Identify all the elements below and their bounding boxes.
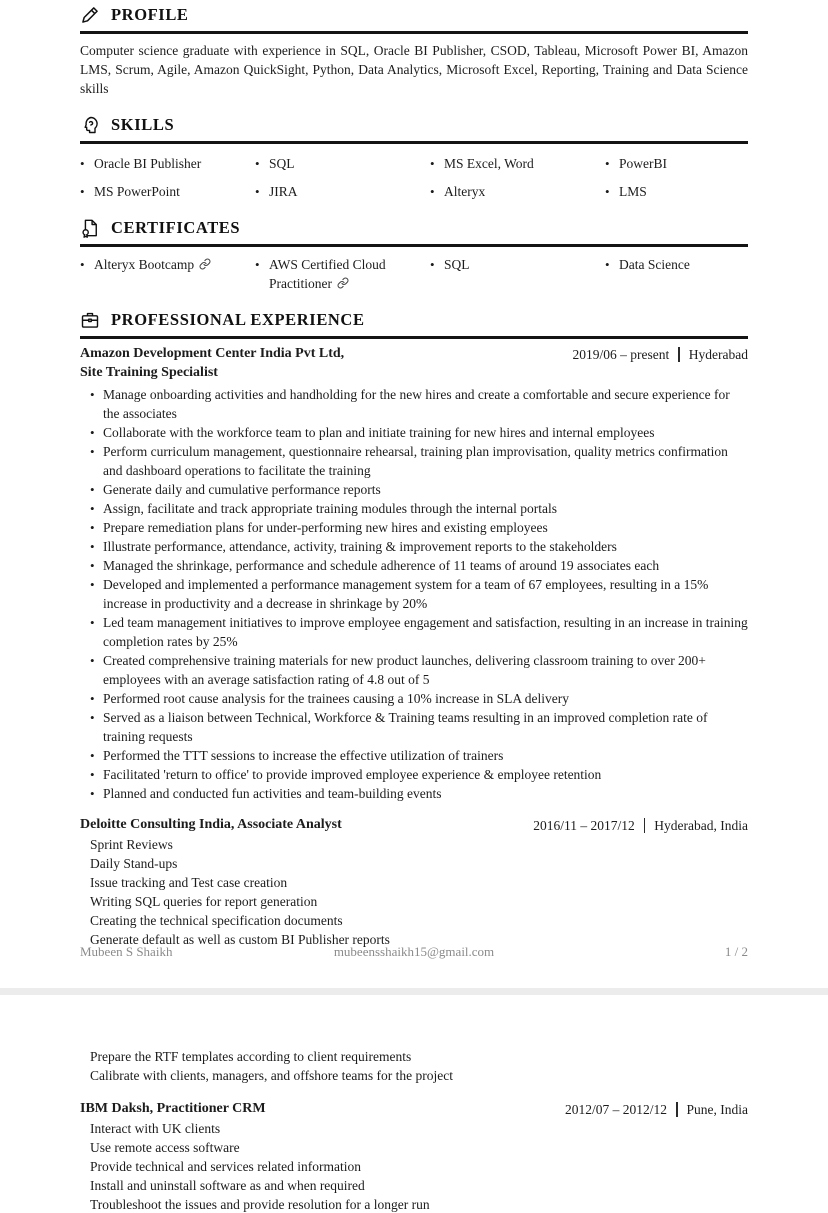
job-ibm-company: IBM Daksh, Practitioner CRM xyxy=(80,1101,266,1116)
bullet-icon: • xyxy=(80,156,85,171)
job-amazon-role: Site Training Specialist xyxy=(80,365,218,380)
job-amazon-header xyxy=(80,344,748,382)
certificate-icon xyxy=(80,218,100,238)
skill-item xyxy=(430,154,605,173)
skills-section-header xyxy=(80,114,748,144)
job-amazon-company: Amazon Development Center India Pvt Ltd, xyxy=(80,346,345,361)
bullet-icon: • xyxy=(90,387,95,402)
bullet-icon: • xyxy=(430,257,435,272)
bullet-icon: • xyxy=(90,748,95,763)
section-skills xyxy=(80,114,748,201)
skill-item xyxy=(255,154,430,173)
bullet-icon: • xyxy=(90,691,95,706)
certificate-item xyxy=(80,255,255,293)
separator-bar xyxy=(676,1102,678,1117)
experience-bullet xyxy=(80,499,748,518)
section-profile xyxy=(80,4,748,98)
bullet-icon: • xyxy=(90,786,95,801)
job-deloitte-company: Deloitte Consulting India, Associate Analyst xyxy=(80,817,342,832)
bullet-icon: • xyxy=(430,184,435,199)
skill-item xyxy=(255,182,430,201)
skills-section-title: SKILLS xyxy=(111,115,175,134)
experience-bullet xyxy=(80,784,748,803)
experience-line: Provide technical and services related information xyxy=(90,1158,362,1174)
experience-bullet xyxy=(80,575,748,613)
experience-bullet xyxy=(80,689,748,708)
job-amazon-location: Hyderabad xyxy=(688,346,748,362)
bullet-text: Planned and conducted fun activities and team-building events xyxy=(103,786,442,801)
bullet-text: Facilitated 'return to office' to provide improved employee experience & employee retention xyxy=(103,767,602,782)
experience-line: Prepare the RTF templates according to client requirements xyxy=(90,1049,412,1064)
skill-label: Alteryx xyxy=(444,184,486,199)
page-separator xyxy=(0,988,828,995)
bullet-icon: • xyxy=(80,257,85,272)
experience-bullet xyxy=(80,537,748,556)
job-ibm-header xyxy=(80,1099,748,1119)
job-deloitte-dates: 2016/11 – 2017/12 xyxy=(533,817,635,833)
certificates-section-title: CERTIFICATES xyxy=(111,218,241,237)
experience-line: Creating the technical specification documents xyxy=(90,912,343,928)
footer-email: mubeensshaikh15@gmail.com xyxy=(333,944,495,959)
bullet-text: Performed root cause analysis for the trainees causing a 10% increase in SLA delivery xyxy=(103,691,569,706)
experience-line: Calibrate with clients, managers, and offshore teams for the project xyxy=(90,1068,454,1083)
bullet-text: Performed the TTT sessions to increase the effective utilization of trainers xyxy=(103,748,504,763)
skill-item xyxy=(605,154,748,173)
experience-bullet xyxy=(80,518,748,537)
bullet-icon: • xyxy=(90,444,95,459)
footer-page-indicator: 1 / 2 xyxy=(724,944,749,959)
bullet-icon: • xyxy=(605,184,610,199)
experience-bullet xyxy=(80,613,748,651)
skills-list xyxy=(80,154,748,201)
briefcase-icon xyxy=(80,310,100,330)
experience-section-title: PROFESSIONAL EXPERIENCE xyxy=(111,310,365,329)
bullet-icon: • xyxy=(80,184,85,199)
section-experience xyxy=(80,309,748,949)
bullet-icon: • xyxy=(605,156,610,171)
bullet-text: Led team management initiatives to improve employee engagement and satisfaction, resulting in an increase in training completion rates by 25% xyxy=(103,615,748,649)
experience-bullet xyxy=(80,765,748,784)
experience-line: Issue tracking and Test case creation xyxy=(90,874,288,890)
job-ibm-location: Pune, India xyxy=(686,1101,748,1117)
bullet-icon: • xyxy=(90,615,95,630)
bullet-text: Perform curriculum management, questionnaire rehearsal, training plan improvisation, quality metrics confirmation and dashboard operations to facilitate the training xyxy=(103,444,728,478)
job-deloitte-lines-continued xyxy=(80,1047,748,1085)
experience-bullet xyxy=(80,746,748,765)
experience-line: Writing SQL queries for report generation xyxy=(90,893,318,909)
skill-label: PowerBI xyxy=(619,156,667,171)
skill-label: MS Excel, Word xyxy=(444,156,534,171)
bullet-icon: • xyxy=(90,558,95,573)
bullet-text: Generate daily and cumulative performance reports xyxy=(103,482,381,497)
profile-section-header xyxy=(80,4,748,34)
footer-name: Mubeen S Shaikh xyxy=(80,944,173,959)
job-deloitte-meta xyxy=(533,815,748,835)
bullet-icon: • xyxy=(605,257,610,272)
bullet-text: Managed the shrinkage, performance and schedule adherence of 11 teams of around 19 associates each xyxy=(103,558,660,573)
bullet-icon: • xyxy=(255,156,260,171)
page-2 xyxy=(0,995,828,1213)
job-deloitte-lines xyxy=(80,835,748,949)
certificate-item xyxy=(605,255,748,293)
bullet-text: Served as a liaison between Technical, Workforce & Training teams resulting in an improved completion rate of training requests xyxy=(103,710,708,744)
job-deloitte-header xyxy=(80,815,748,835)
bullet-icon: • xyxy=(255,257,260,272)
bullet-text: Developed and implemented a performance management system for a team of 67 employees, resulting in a 15% increase in productivity and a decrease in shrinkage by 20% xyxy=(103,577,709,611)
job-ibm-dates: 2012/07 – 2012/12 xyxy=(564,1101,667,1117)
job-amazon-bullets xyxy=(80,385,748,803)
certificate-label: Alteryx Bootcamp xyxy=(94,257,195,272)
job-amazon-meta xyxy=(573,344,748,364)
bullet-icon: • xyxy=(90,501,95,516)
job-amazon-title xyxy=(80,344,344,382)
certificate-label: Data Science xyxy=(619,257,690,272)
experience-bullet xyxy=(80,442,748,480)
certificate-label: AWS Certified Cloud Practitioner xyxy=(269,257,386,291)
skill-label: MS PowerPoint xyxy=(94,184,180,199)
experience-line: Install and uninstall software as and when required xyxy=(90,1177,365,1193)
experience-bullet xyxy=(80,480,748,499)
skill-label: LMS xyxy=(619,184,647,199)
skill-item xyxy=(430,182,605,201)
certificate-item xyxy=(430,255,605,293)
job-ibm xyxy=(80,1099,748,1213)
experience-line: Generate default as well as custom BI Publisher reports xyxy=(90,931,390,947)
experience-bullet xyxy=(80,556,748,575)
skill-item xyxy=(80,154,255,173)
skill-item xyxy=(80,182,255,201)
job-amazon xyxy=(80,344,748,803)
bullet-icon: • xyxy=(90,482,95,497)
separator-bar xyxy=(644,818,646,833)
bullet-text: Illustrate performance, attendance, activity, training & improvement reports to the stakeholders xyxy=(103,539,617,554)
bullet-icon: • xyxy=(90,653,95,668)
experience-bullet xyxy=(80,423,748,442)
bullet-text: Prepare remediation plans for under-performing new hires and existing employees xyxy=(103,520,548,535)
skill-item xyxy=(605,182,748,201)
page-footer xyxy=(80,943,748,960)
link-icon[interactable] xyxy=(199,256,211,268)
certificates-section-header xyxy=(80,217,748,247)
job-deloitte xyxy=(80,815,748,949)
bullet-icon: • xyxy=(90,539,95,554)
head-brain-icon xyxy=(80,115,100,135)
experience-line: Interact with UK clients xyxy=(90,1120,221,1136)
skill-label: SQL xyxy=(269,156,295,171)
certificate-label: SQL xyxy=(444,257,470,272)
bullet-icon: • xyxy=(90,767,95,782)
bullet-icon: • xyxy=(90,520,95,535)
experience-bullet xyxy=(80,651,748,689)
experience-section-header xyxy=(80,309,748,339)
bullet-icon: • xyxy=(90,425,95,440)
experience-bullet xyxy=(80,708,748,746)
pen-icon xyxy=(80,5,100,25)
profile-section-title: PROFILE xyxy=(111,5,189,24)
separator-bar xyxy=(678,347,680,362)
skill-label: JIRA xyxy=(269,184,298,199)
section-certificates xyxy=(80,217,748,293)
experience-bullet xyxy=(80,385,748,423)
link-icon[interactable] xyxy=(337,275,349,287)
job-deloitte-location: Hyderabad, India xyxy=(654,817,748,833)
bullet-icon: • xyxy=(90,710,95,725)
profile-summary: Computer science graduate with experience in SQL, Oracle BI Publisher, CSOD, Tableau, Microsoft Power BI, Amazon LMS, Scrum, Agile, Amazon QuickSight, Python, Data Analytics, Microsoft Excel, Reporting, Training and Data Science skills xyxy=(80,43,748,96)
bullet-text: Assign, facilitate and track appropriate training modules through the internal portals xyxy=(103,501,557,516)
bullet-text: Created comprehensive training materials for new product launches, delivering classroom training to over 200+ employees with an average satisfaction rating of 4.8 out of 5 xyxy=(103,653,706,687)
skill-label: Oracle BI Publisher xyxy=(94,156,202,171)
experience-line: Troubleshoot the issues and provide resolution for a longer run xyxy=(90,1196,430,1212)
bullet-icon: • xyxy=(430,156,435,171)
certificates-list xyxy=(80,255,748,293)
bullet-text: Manage onboarding activities and handholding for the new hires and create a comfortable and secure experience for the associates xyxy=(103,387,730,421)
job-amazon-dates: 2019/06 – present xyxy=(572,346,670,362)
experience-line: Daily Stand-ups xyxy=(90,855,178,871)
experience-line: Sprint Reviews xyxy=(90,836,173,852)
experience-line: Use remote access software xyxy=(90,1139,240,1155)
bullet-icon: • xyxy=(90,577,95,592)
bullet-icon: • xyxy=(255,184,260,199)
job-ibm-meta xyxy=(565,1099,748,1119)
certificate-item xyxy=(255,255,430,293)
job-ibm-lines xyxy=(80,1119,748,1213)
bullet-text: Collaborate with the workforce team to plan and initiate training for new hires and internal employees xyxy=(103,425,655,440)
